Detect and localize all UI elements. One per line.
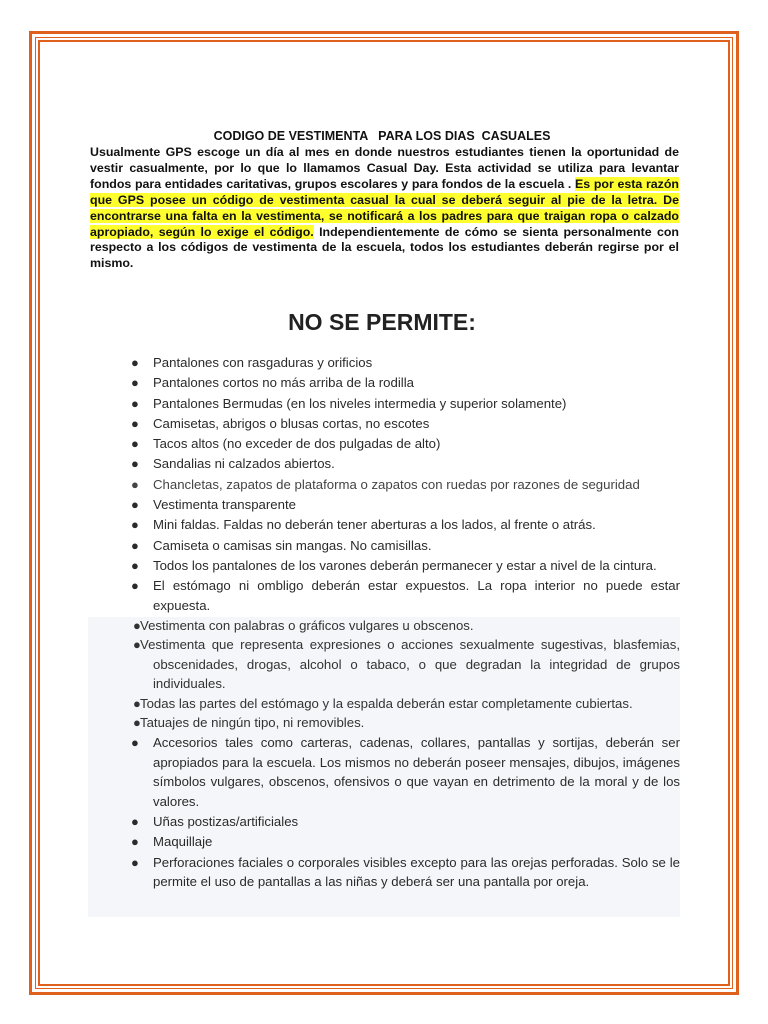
list-item: ● Mini faldas. Faldas no deberán tener aberturas a los lados, al frente o atrás. — [118, 515, 680, 535]
list-item: ● Todas las partes del estómago y la espalda deberán estar completamente cubiertas. — [118, 694, 680, 714]
intro-paragraph — [90, 145, 679, 272]
list-item: ● Camisetas, abrigos o blusas cortas, no escotes — [118, 414, 680, 434]
bullet-icon: ● — [131, 476, 139, 492]
intro-text-1: Usualmente GPS escoge un día al mes en donde nuestros estudiantes tienen la oportunidad de vestir casualmente, por lo que lo llamamos Casual Day. Esta actividad se utiliza para levantar fondos para entidades caritativas, grupos escolares y para fondos de la escuela . — [90, 145, 679, 191]
bullet-icon: ● — [131, 734, 139, 750]
list-item: ● Perforaciones faciales o corporales visibles excepto para las orejas perforadas. Solo se le permite el uso de pantallas a las niñas y deberá ser una pantalla por oreja. — [131, 854, 680, 890]
list-item: ● Vestimenta con palabras o gráficos vulgares u obscenos. — [118, 616, 680, 636]
bullet-icon: ● — [131, 834, 139, 850]
section-heading: NO SE PERMITE: — [288, 309, 476, 335]
list-item: ● Todos los pantalones de los varones deberán permanecer y estar a nivel de la cintura. — [118, 556, 680, 576]
list-item: ● Vestimenta transparente — [118, 495, 680, 515]
list-item: ● Pantalones con rasgaduras y orificios — [118, 353, 680, 373]
list-item: ● Uñas postizas/artificiales — [118, 812, 680, 832]
bullet-icon: ● — [131, 537, 139, 553]
bullet-icon: ● — [131, 557, 139, 573]
list-item: ● Accesorios tales como carteras, cadenas, collares, pantallas y sortijas, deberán ser apropiados para la escuela. Los mismos no deberán poseer mensajes, dibujos, imágenes símbolos vulgares, obscenos, ofensivos o que vayan en detrimento de la moral y de los valores. — [131, 734, 680, 810]
list-item: ● El estómago ni ombligo deberán estar expuestos. La ropa interior no puede estar expuesta. — [131, 578, 680, 614]
bullet-icon: ● — [133, 695, 141, 711]
bullet-icon: ● — [131, 854, 139, 870]
list-item: ● Pantalones Bermudas (en los niveles intermedia y superior solamente) — [118, 394, 680, 414]
list-item: ● Pantalones cortos no más arriba de la rodilla — [118, 373, 680, 393]
list-item: ● Tatuajes de ningún tipo, ni removibles. — [118, 713, 680, 733]
rules-list — [118, 353, 680, 892]
bullet-icon: ● — [131, 436, 139, 452]
bullet-icon: ● — [133, 637, 141, 653]
list-item: ● Camiseta o camisas sin mangas. No camisillas. — [118, 536, 680, 556]
intro-highlighted-text: Es por esta razón que GPS posee un código de vestimenta casual la cual se deberá seguir al pie de la letra. De encontrarse una falta en la vestimenta, se notificará a los padres para que traigan ropa o calzado apropiado, según lo exige el código. — [90, 176, 679, 239]
bullet-icon: ● — [131, 415, 139, 431]
intro-text-2: Independientemente de cómo se sienta personalmente con respecto a los códigos de vestimenta de la escuela, todos los estudiantes deberán regirse por el mismo. — [90, 224, 679, 271]
list-item: ● Vestimenta que representa expresiones o acciones sexualmente sugestivas, blasfemias, obscenidades, drogas, alcohol o tabaco, o que degradan la integridad de grupos individuales. — [133, 637, 680, 692]
bullet-icon: ● — [131, 814, 139, 830]
bullet-icon: ● — [131, 497, 139, 513]
bullet-icon: ● — [133, 617, 141, 633]
list-item: ● Tacos altos (no exceder de dos pulgadas de alto) — [118, 434, 680, 454]
bullet-icon: ● — [131, 355, 139, 370]
bullet-icon: ● — [131, 395, 139, 411]
list-item: ● Sandalias ni calzados abiertos. — [118, 454, 680, 474]
list-item: ● Chancletas, zapatos de plataforma o zapatos con ruedas por razones de seguridad — [118, 475, 680, 495]
bullet-icon: ● — [131, 375, 139, 391]
list-item: ● Maquillaje — [118, 832, 680, 852]
bullet-icon: ● — [131, 517, 139, 533]
bullet-icon: ● — [133, 715, 141, 731]
bullet-icon: ● — [131, 578, 139, 594]
bullet-icon: ● — [131, 456, 139, 472]
document-title: CODIGO DE VESTIMENTA PARA LOS DIAS CASUALES — [213, 129, 551, 143]
